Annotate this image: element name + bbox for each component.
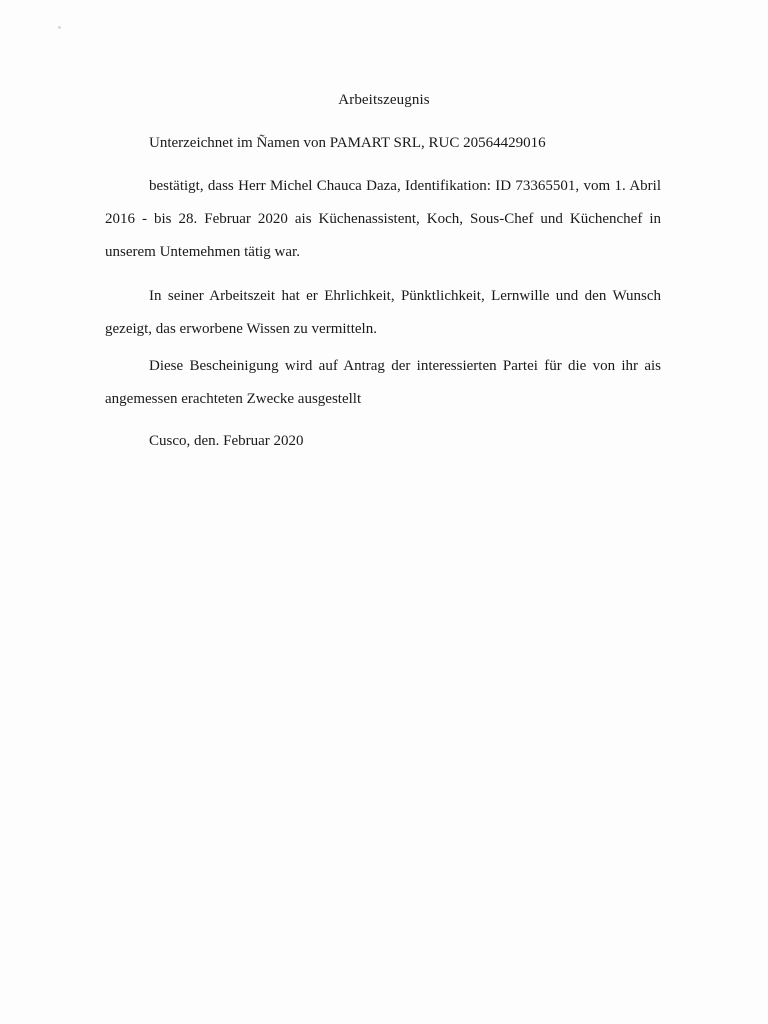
intro-line: Unterzeichnet im Ñamen von PAMART SRL, RUC 20564429016 — [149, 135, 546, 151]
confirmation-line-1: bestätigt, dass Herr Michel Chauca Daza, Identifikation: ID 73365501, vom 1. Abril — [149, 178, 661, 194]
evaluation-paragraph — [105, 280, 661, 346]
scan-speck — [58, 26, 61, 29]
purpose-paragraph — [105, 350, 661, 416]
document-title: Arbeitszeugnis — [338, 92, 430, 108]
closing-paragraph — [105, 425, 661, 458]
purpose-line-1: Diese Bescheinigung wird auf Antrag der interessierten Partei für die von ihr ais — [149, 358, 661, 374]
intro-paragraph — [105, 127, 661, 160]
place-date: Cusco, den. Februar 2020 — [149, 433, 304, 449]
confirmation-line-2: 2016 - bis 28. Februar 2020 ais Küchenassistent, Koch, Sous-Chef und Küchenchef in — [105, 211, 661, 227]
purpose-line-2: angemessen erachteten Zwecke ausgestellt — [105, 391, 362, 407]
evaluation-line-2: gezeigt, das erworbene Wissen zu vermitteln. — [105, 321, 377, 337]
evaluation-line-1: In seiner Arbeitszeit hat er Ehrlichkeit, Pünktlichkeit, Lernwille und den Wunsch — [149, 288, 661, 304]
confirmation-line-3: unserem Untemehmen tätig war. — [105, 244, 300, 260]
confirmation-paragraph — [105, 170, 661, 269]
